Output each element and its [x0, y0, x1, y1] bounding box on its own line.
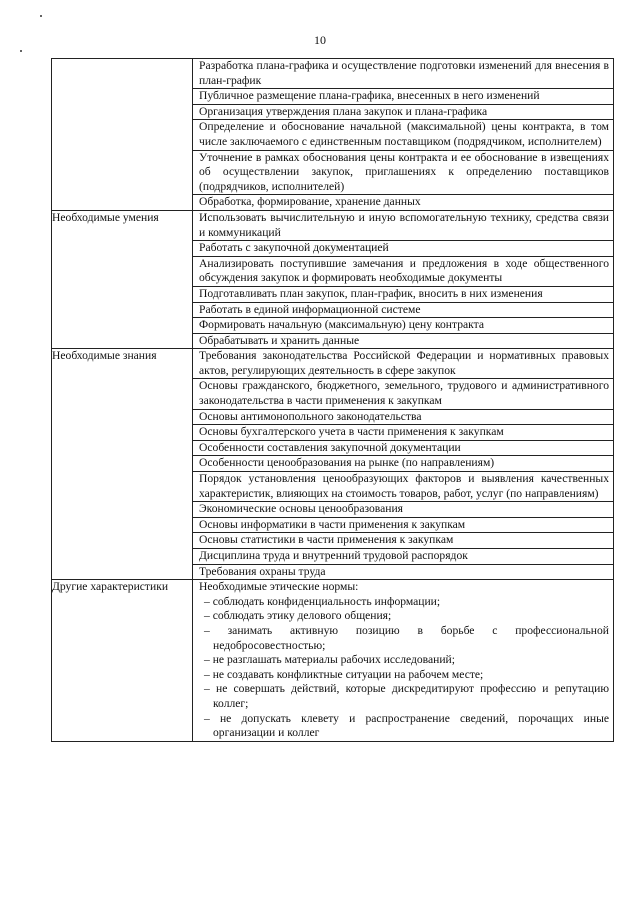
list-item: Подготавливать план закупок, план-график, вносить в них изменения — [193, 287, 613, 303]
ethics-item: – соблюдать этику делового общения; — [204, 609, 392, 623]
list-item: Основы бухгалтерского учета в части применения к закупкам — [193, 425, 613, 441]
ethics-item: – не допускать клевету и распространение сведений, порочащих иные организации и коллег — [204, 711, 609, 740]
list-item: Анализировать поступившие замечания и предложения в ходе общественного обсуждения закупок и формировать необходимые документы — [193, 257, 613, 287]
list-item: Определение и обоснование начальной (максимальной) цены контракта, в том числе заключаемого с единственным поставщиком (подрядчиком, исполнителем) — [193, 120, 613, 150]
scan-speck — [40, 15, 42, 17]
list-item: Основы статистики в части применения к закупкам — [193, 533, 613, 549]
ethics-intro: Необходимые этические нормы: — [199, 580, 359, 594]
table-row — [52, 349, 614, 580]
ethics-item: – не разглашать материалы рабочих исследований; — [204, 653, 455, 667]
list-item: Особенности составления закупочной документации — [193, 441, 613, 457]
list-item: Работать с закупочной документацией — [193, 241, 613, 257]
list-item: Обрабатывать и хранить данные — [199, 333, 360, 347]
row-content — [193, 580, 614, 742]
ethics-item: – занимать активную позицию в борьбе с профессиональной недобросовестностью; — [204, 623, 609, 652]
list-item: Основы информатики в части применения к закупкам — [193, 518, 613, 534]
list-item: Требования законодательства Российской Федерации и нормативных правовых актов, регулирующих деятельность в сфере закупок — [193, 349, 613, 379]
ethics-block — [193, 580, 613, 741]
table-row — [52, 210, 614, 348]
ethics-item: – соблюдать конфиденциальность информации; — [204, 594, 441, 608]
list-item: Формировать начальную (максимальную) цену контракта — [193, 318, 613, 334]
competency-table — [51, 58, 614, 742]
row-content — [193, 210, 614, 348]
list-item: Основы гражданского, бюджетного, земельного, трудового и административного законодательства в части применения к закупкам — [193, 379, 613, 409]
row-content — [193, 349, 614, 580]
list-item: Порядок установления ценообразующих факторов и выявления качественных характеристик, влияющих на стоимость товаров, работ, услуг (по направлениям) — [193, 472, 613, 502]
table-row — [52, 580, 614, 742]
table-row — [52, 59, 614, 211]
page-number: 10 — [314, 33, 326, 47]
list-item: Дисциплина труда и внутренний трудовой распорядок — [193, 549, 613, 565]
list-item: Организация утверждения плана закупок и плана-графика — [193, 105, 613, 121]
list-item: Обработка, формирование, хранение данных — [199, 195, 421, 209]
list-item: Уточнение в рамках обоснования цены контракта и ее обоснование в извещениях об осуществлении закупок, приглашениях к определению поставщиков (подрядчиков, исполнителей) — [193, 151, 613, 196]
list-item: Основы антимонопольного законодательства — [193, 410, 613, 426]
list-item: Экономические основы ценообразования — [193, 502, 613, 518]
ethics-item: – не совершать действий, которые дискредитируют профессию и репутацию коллег; — [204, 682, 609, 710]
list-item: Использовать вычислительную и иную вспомогательную технику, средства связи и коммуникаций — [193, 211, 613, 241]
list-item: Работать в единой информационной системе — [193, 303, 613, 319]
list-item: Разработка плана-графика и осуществление подготовки изменений для внесения в план-график — [193, 59, 613, 89]
row-content — [193, 59, 614, 211]
scan-speck — [20, 50, 22, 52]
list-item: Требования охраны труда — [199, 564, 326, 578]
row-label-empty — [52, 59, 193, 211]
ethics-item: – не создавать конфликтные ситуации на рабочем месте; — [204, 667, 484, 681]
list-item: Публичное размещение плана-графика, внесенных в него изменений — [193, 89, 613, 105]
list-item: Особенности ценообразования на рынке (по направлениям) — [193, 456, 613, 472]
row-label-skills: Необходимые умения — [52, 210, 193, 348]
row-label-knowledge: Необходимые знания — [52, 349, 193, 580]
row-label-other: Другие характеристики — [52, 580, 193, 742]
